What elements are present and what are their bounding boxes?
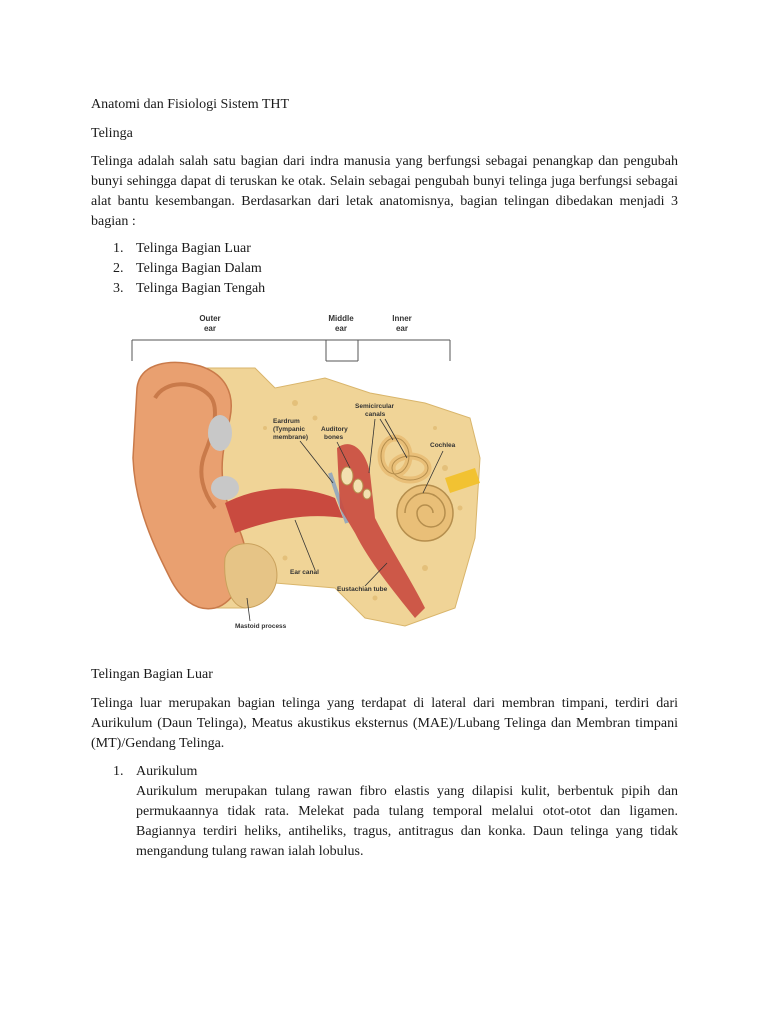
mastoid-process-shape bbox=[225, 544, 277, 608]
inner-ear-label-1: Inner bbox=[392, 314, 412, 323]
svg-text:membrane): membrane) bbox=[273, 434, 309, 441]
ear-anatomy-figure bbox=[125, 308, 485, 633]
section-heading-telinga: Telinga bbox=[91, 126, 133, 141]
svg-text:canals: canals bbox=[365, 411, 386, 418]
telinga-luar-paragraph: Telinga luar merupakan bagian telinga yang terdapat di lateral dari membran timpani, terdiri dari Aurikulum (Daun Telinga), Meatus akustikus eksternus (MAE)/Lubang Telinga dan Membran timpani (MT)/Gendang Telinga. bbox=[91, 696, 678, 751]
svg-text:Semicircular: Semicircular bbox=[355, 403, 395, 410]
svg-text:(Tympanic: (Tympanic bbox=[273, 426, 306, 433]
list-item: 3. Telinga Bagian Tengah bbox=[113, 281, 266, 296]
outer-ear-label-2: ear bbox=[203, 324, 217, 333]
svg-text:Auditory: Auditory bbox=[321, 426, 348, 433]
svg-text:Eardrum: Eardrum bbox=[273, 418, 300, 425]
svg-text:Eustachian tube: Eustachian tube bbox=[337, 586, 388, 593]
ear-parts-list bbox=[91, 239, 265, 299]
middle-ear-label-1: Middle bbox=[328, 314, 354, 323]
ear-anatomy-illustration bbox=[125, 308, 485, 633]
aurikulum-number: 1. bbox=[113, 764, 124, 779]
aurikulum-description: Aurikulum merupakan tulang rawan fibro elastis yang dilapisi kulit, berbentuk pipih dan permukaannya tidak rata. Melekat pada tulang temporal melalui otot-otot dan ligamen. Bagiannya terdiri heliks, antiheliks, tragus, antitragus dan konka. Daun telinga yang tidak mengandung tulang rawan ialah lobulus. bbox=[136, 784, 678, 859]
list-item: 1. Telinga Bagian Luar bbox=[113, 241, 251, 256]
bone-cavity-2 bbox=[211, 476, 239, 500]
bone-cavity-1 bbox=[208, 415, 232, 451]
svg-text:Cochlea: Cochlea bbox=[430, 442, 456, 449]
document-title: Anatomi dan Fisiologi Sistem THT bbox=[91, 97, 290, 112]
outer-ear-label-1: Outer bbox=[199, 314, 221, 323]
intro-paragraph: Telinga adalah salah satu bagian dari indra manusia yang berfungsi sebagai penangkap dan pengubah bunyi sehingga dapat di teruskan ke otak. Selain sebagai pengubah bunyi telinga juga berfungsi sebagai alat bantu kesembangan. Berdasarkan dari letak anatomisnya, bagian telingan dibedakan menjadi 3 bagian : bbox=[91, 154, 678, 229]
middle-ear-label-2: ear bbox=[334, 324, 348, 333]
svg-text:bones: bones bbox=[324, 434, 344, 441]
inner-ear-label-2: ear bbox=[395, 324, 409, 333]
svg-text:Mastoid process: Mastoid process bbox=[235, 623, 287, 630]
aurikulum-title: Aurikulum bbox=[136, 764, 198, 779]
svg-text:Ear canal: Ear canal bbox=[290, 569, 319, 576]
list-item: 2. Telinga Bagian Dalam bbox=[113, 261, 262, 276]
section-brackets bbox=[132, 340, 450, 361]
section-heading-telinga-luar: Telingan Bagian Luar bbox=[91, 667, 213, 682]
